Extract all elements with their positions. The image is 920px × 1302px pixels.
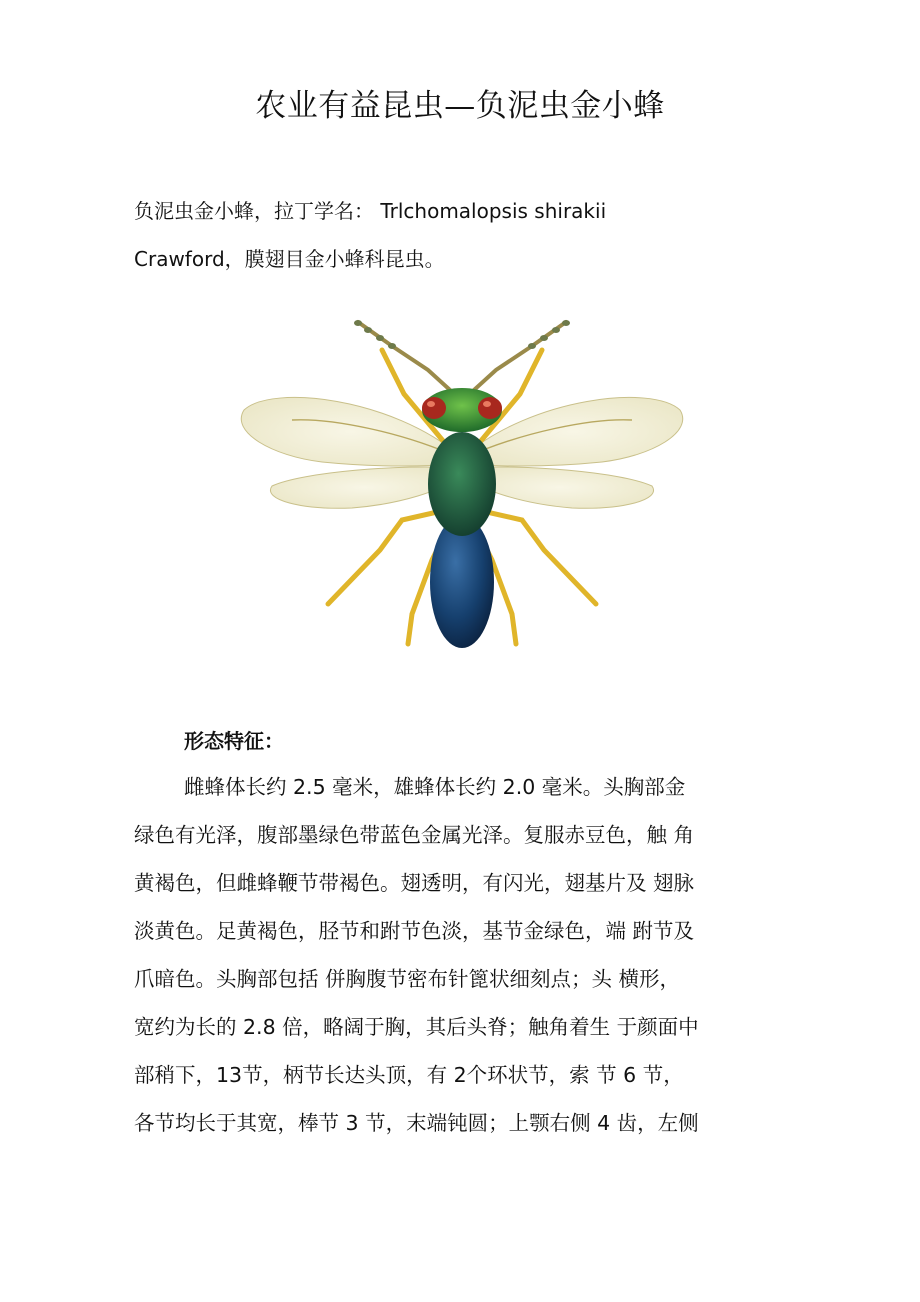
intro-line-1: 负泥虫金小蜂，拉丁学名： Trlchomalopsis shirakii [134, 199, 607, 223]
section-heading: 形态特征： [184, 729, 284, 753]
left-eye [422, 397, 446, 419]
right-eye [478, 397, 502, 419]
body-line-5: 爪暗色。头胸部包括 併胸腹节密布针篦状细刻点；头 横形， [134, 967, 681, 991]
antennae [358, 322, 566, 390]
body-line-4: 淡黄色。足黄褐色，胫节和跗节色淡，基节金绿色，端 跗节及 [134, 919, 695, 943]
body-line-1: 雌蜂体长约 2.5 毫米，雄蜂体长约 2.0 毫米。头胸部金 [184, 775, 686, 799]
page-title: 农业有益昆虫—负泥虫金小蜂 [255, 88, 665, 124]
body-line-3: 黄褐色，但雌蜂鞭节带褐色。翅透明，有闪光，翅基片及 翅脉 [134, 871, 695, 895]
intro-line-2: Crawford，膜翅目金小蜂科昆虫。 [134, 247, 445, 271]
thorax [428, 432, 496, 536]
body-line-7: 部稍下，13节，柄节长达头顶，有 2个环状节，索 节 6 节， [134, 1063, 684, 1087]
body-line-6: 宽约为长的 2.8 倍，略阔于胸，其后头脊；触角着生 于颜面中 [134, 1015, 699, 1039]
body-line-8: 各节均长于其宽，棒节 3 节，末端钝圆；上颚右侧 4 齿，左侧 [134, 1111, 699, 1135]
body-line-2: 绿色有光泽，腹部墨绿色带蓝色金属光泽。复服赤豆色，触 角 [134, 823, 695, 847]
insect-illustration [232, 314, 692, 659]
